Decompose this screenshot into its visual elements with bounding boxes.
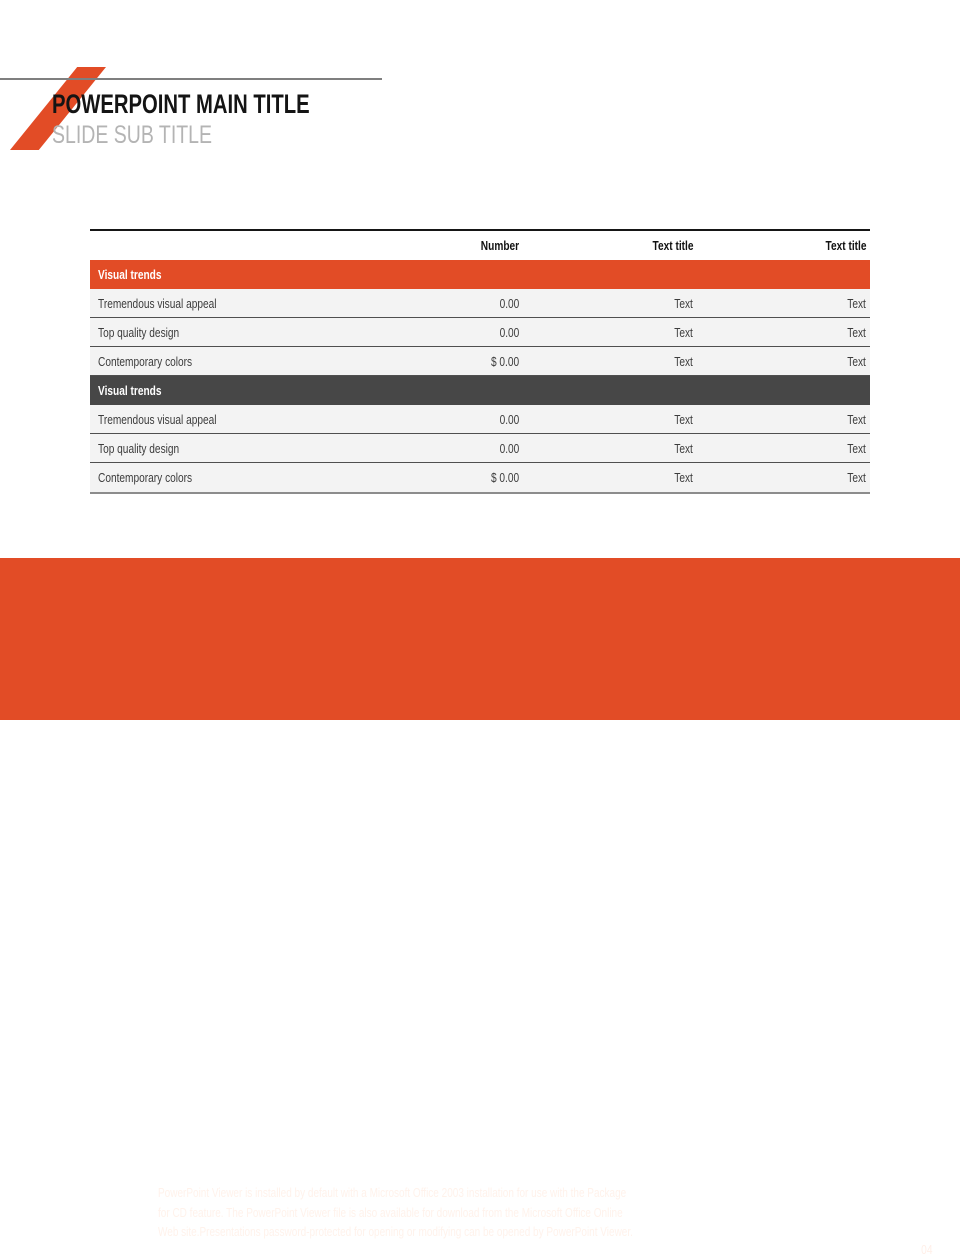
- cell-number: 0.00: [499, 440, 519, 456]
- footer-body-line: for CD feature. The PowerPoint Viewer file is also available for download from the Microsoft Office Online: [158, 1205, 623, 1220]
- cell-number: 0.00: [499, 324, 519, 340]
- table-row: [90, 318, 870, 347]
- cell-number: $ 0.00: [490, 353, 519, 369]
- cell-text-1: Text: [674, 295, 693, 311]
- cell-number: 0.00: [499, 295, 519, 311]
- sub-title: [52, 121, 257, 150]
- cell-label: Top quality design: [98, 440, 180, 456]
- table-header-row: [90, 231, 870, 260]
- footer-heading-text: Text box Information: [158, 1145, 367, 1176]
- table-row: [90, 463, 870, 492]
- cell-text-1: Text: [674, 470, 693, 485]
- footer-heading: [158, 1145, 433, 1177]
- column-header-text-title-1: Text title: [652, 238, 693, 253]
- cell-text-2: Text: [847, 324, 866, 340]
- table-row: [90, 347, 870, 376]
- cell-text-2: Text: [847, 440, 866, 456]
- table-row: [90, 289, 870, 318]
- cell-number: 0.00: [499, 411, 519, 427]
- cell-text-2: Text: [847, 411, 866, 427]
- cell-label: Contemporary colors: [98, 470, 193, 485]
- cell-text-2: Text: [847, 353, 866, 369]
- table-row: [90, 405, 870, 434]
- cell-label: Tremendous visual appeal: [98, 295, 217, 311]
- footer-body-line: Web site.Presentations password-protected for opening or modifying can be opened by PowerPoint Viewer.: [158, 1225, 633, 1239]
- cell-label: Contemporary colors: [98, 353, 193, 369]
- main-title-text: POWERPOINT MAIN TITLE: [52, 89, 310, 119]
- column-header-text-title-2: Text title: [825, 238, 866, 253]
- cell-text-1: Text: [674, 353, 693, 369]
- footer-body-line: PowerPoint Viewer is installed by default with a Microsoft Office 2003 installation for use with the Package: [158, 1186, 627, 1200]
- footer-body: [158, 1184, 752, 1243]
- cell-label: Tremendous visual appeal: [98, 411, 217, 427]
- cell-text-2: Text: [847, 295, 866, 311]
- cell-text-1: Text: [674, 324, 693, 340]
- footer-band: [0, 558, 960, 1257]
- table-section-2: [90, 376, 870, 492]
- data-table: [90, 229, 870, 494]
- cell-text-1: Text: [674, 440, 693, 456]
- table-section-1: [90, 260, 870, 376]
- table-row: [90, 434, 870, 463]
- section-band-dark: Visual trends: [90, 376, 870, 405]
- section-band-accent: Visual trends: [90, 260, 870, 289]
- sub-title-text: SLIDE SUB TITLE: [52, 121, 213, 149]
- column-header-number: Number: [480, 238, 519, 253]
- header-divider-line: [0, 78, 382, 80]
- main-title: [52, 89, 396, 120]
- cell-number: $ 0.00: [490, 470, 519, 485]
- cell-label: Top quality design: [98, 324, 180, 340]
- cell-text-2: Text: [847, 470, 866, 485]
- page-number: 04: [920, 1242, 932, 1257]
- cell-text-1: Text: [674, 411, 693, 427]
